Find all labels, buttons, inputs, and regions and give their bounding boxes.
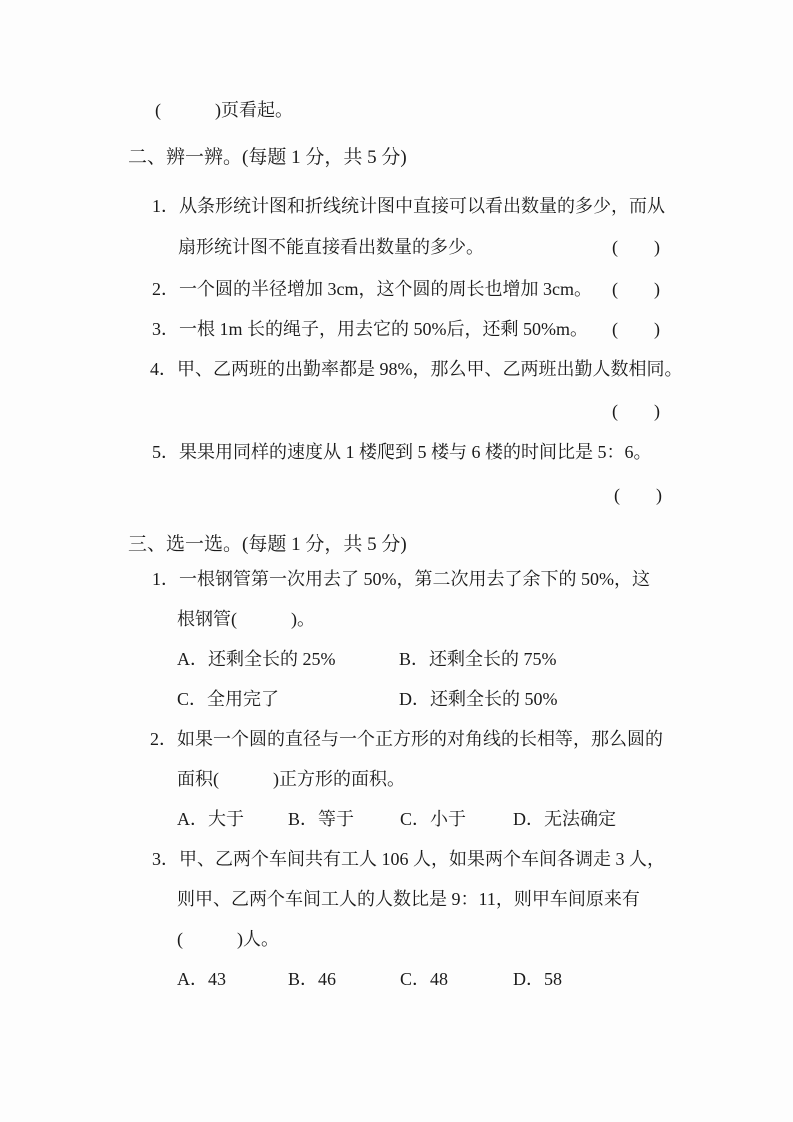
choice-q3-line3: ( )人。 (177, 929, 279, 949)
choice-q1-line1: 1．一根钢管第一次用去了 50%，第二次用去了余下的 50%，这 (152, 569, 650, 589)
choice-q2-option-a: A．大于 (177, 809, 244, 829)
judge-q3-text: 3．一根 1m 长的绳子，用去它的 50%后，还剩 50%m。 (152, 319, 588, 339)
section-choice-heading: 三、选一选。(每题 1 分，共 5 分) (128, 534, 407, 555)
choice-q3-option-a: A．43 (177, 969, 226, 989)
choice-q2-line2: 面积( )正方形的面积。 (177, 769, 405, 789)
choice-q1-line2: 根钢管( )。 (177, 609, 315, 629)
choice-q1-option-b: B．还剩全长的 75% (399, 649, 557, 669)
judge-q2-row (152, 277, 660, 301)
choice-q2-option-d: D．无法确定 (513, 809, 616, 829)
choice-q3-option-b: B．46 (288, 969, 337, 989)
judge-q1-line2: 扇形统计图不能直接看出数量的多少。 (178, 237, 484, 257)
choice-q3-line1: 3．甲、乙两个车间共有工人 106 人，如果两个车间各调走 3 人， (152, 849, 665, 869)
choice-q3-option-d: D．58 (513, 969, 562, 989)
choice-q3-line2: 则甲、乙两个车间工人的人数比是 9：11，则甲车间原来有 (177, 889, 640, 909)
judge-q2-text: 2．一个圆的半径增加 3cm，这个圆的周长也增加 3cm。 (152, 279, 592, 299)
judge-q1-answer-parens: ( ) (612, 237, 660, 257)
choice-q1-option-a: A．还剩全长的 25% (177, 649, 336, 669)
section-judge-heading: 二、辨一辨。(每题 1 分，共 5 分) (128, 147, 407, 168)
judge-q2-answer-parens: ( ) (612, 279, 660, 299)
judge-q4-answer-parens: ( ) (612, 401, 660, 421)
fill-in-blank-tail: ( )页看起。 (155, 100, 293, 120)
choice-q2-line1: 2．如果一个圆的直径与一个正方形的对角线的长相等，那么圆的 (150, 729, 663, 749)
choice-q1-option-c: C．全用完了 (177, 689, 280, 709)
judge-q1-line2-row (178, 235, 660, 259)
judge-q3-row (152, 317, 660, 341)
choice-q1-option-d: D．还剩全长的 50% (399, 689, 558, 709)
judge-q4-text: 4．甲、乙两班的出勤率都是 98%，那么甲、乙两班出勤人数相同。 (150, 359, 683, 379)
choice-q3-option-c: C．48 (400, 969, 449, 989)
judge-q5-answer-parens: ( ) (614, 485, 662, 505)
choice-q2-option-c: C．小于 (400, 809, 467, 829)
judge-q3-answer-parens: ( ) (612, 319, 660, 339)
judge-q5-text: 5．果果用同样的速度从 1 楼爬到 5 楼与 6 楼的时间比是 5：6。 (152, 442, 652, 462)
judge-q1-line1: 1．从条形统计图和折线统计图中直接可以看出数量的多少，而从 (152, 196, 665, 216)
choice-q2-option-b: B．等于 (288, 809, 355, 829)
